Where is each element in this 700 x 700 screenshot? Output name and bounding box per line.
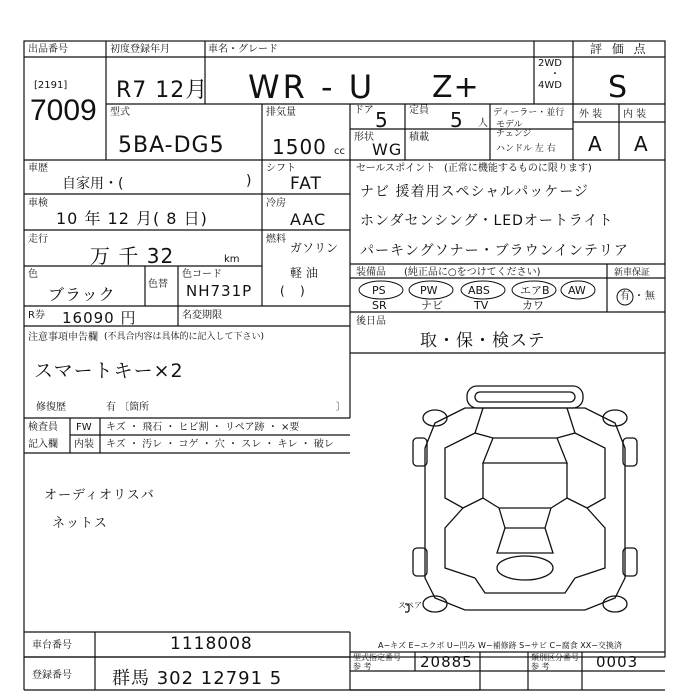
recycle-value: 16090 円	[62, 309, 137, 327]
drive-2wd: 2WD	[538, 58, 562, 69]
inspection-label-text: 車検	[28, 198, 48, 209]
lot-sub-number: [2191]	[34, 80, 68, 91]
history-close: )	[246, 173, 252, 189]
model-label: 型式	[110, 107, 130, 118]
equip-ps: PS	[372, 284, 386, 297]
registration-number-label: 登録番号	[32, 670, 72, 681]
handle-label: ハンドル 左 右	[496, 144, 556, 154]
sales-point-3: パーキングソナー・ブラウンインテリア	[360, 243, 629, 259]
doors-label: ドア	[354, 105, 374, 116]
later-items-value: 取・保・検ステ	[420, 331, 546, 351]
color-label: 色	[28, 269, 38, 280]
registration-number-value: 群馬 302 12791 5	[112, 668, 283, 689]
inspection-value: 10 年 12 月( 8 日)	[56, 209, 208, 228]
interior-grade: A	[634, 132, 649, 156]
transfer-deadline-label: 名変期限	[182, 310, 222, 321]
sales-points-label: セールスポイント	[356, 163, 436, 174]
equip-aw: AW	[568, 284, 586, 297]
model-value: 5BA-DG5	[118, 133, 225, 158]
mileage-label: 走行	[28, 234, 48, 245]
shift-label: シフト	[266, 163, 296, 174]
class-number-value: 0003	[596, 653, 639, 671]
doors-value: 5	[375, 108, 389, 132]
score-label: 評 価 点	[590, 42, 649, 56]
type-designation-value: 20885	[420, 653, 473, 671]
fuel-diesel: 軽 油	[290, 266, 318, 280]
warranty-no: 無	[645, 291, 655, 302]
dealer-label: ディーラー・並行	[493, 108, 565, 118]
fuel-label: 燃料	[266, 234, 286, 245]
mileage-value: 万 千 32	[90, 244, 175, 268]
new-car-warranty-label: 新車保証	[614, 268, 651, 278]
equip-sr: SR	[372, 299, 387, 312]
damage-legend: A−キズ E−エクボ U−凹み W−補修跡 S−サビ C−腐食 XX−交換済	[378, 641, 622, 650]
shift-value: FAT	[290, 174, 322, 194]
shape-label: 形状	[354, 132, 374, 143]
lot-number-label: 出品番号	[28, 44, 68, 55]
fw-label: FW	[76, 422, 92, 433]
sales-point-1: ナビ 援着用スペシャルパッケージ	[360, 184, 589, 200]
equip-leather: カワ	[522, 299, 544, 312]
notes-sublabel: (不具合内容は具体的に記入して下さい)	[104, 332, 265, 342]
history-value: 自家用・(	[62, 176, 124, 192]
type-designation-label: 型式指定番号 参 考	[353, 653, 401, 671]
drive-4wd: 4WD	[538, 80, 562, 91]
fw-items: キズ ・ 飛石 ・ ヒビ割 ・ リペア跡 ・ ×要	[106, 422, 300, 433]
drive-dot: ・	[550, 69, 560, 80]
later-items-label: 後日品	[356, 316, 386, 327]
inspector-label: 検査員	[28, 422, 58, 433]
car-name: WR - U	[248, 68, 376, 106]
car-damage-diagram	[405, 378, 645, 618]
notes-line-1: スマートキー×2	[34, 360, 184, 382]
interior-label: 内 装	[623, 109, 647, 120]
ac-label: 冷房	[266, 198, 286, 209]
model-change-label: モデル チェンジ	[496, 120, 532, 139]
entry-label: 記入欄	[28, 439, 58, 450]
notes-label: 注意事項申告欄	[28, 332, 98, 343]
color-code-value: NH731P	[186, 282, 253, 300]
car-name-label: 車名・グレード	[208, 44, 278, 55]
lot-number: 7009	[30, 94, 97, 127]
capacity-label: 定員	[409, 105, 429, 116]
fuel-other: ( )	[280, 284, 305, 298]
load-capacity-label: 積載	[409, 132, 429, 143]
equipment-sublabel: (純正品に○をつけてください)	[404, 267, 541, 278]
displacement-unit: cc	[334, 146, 345, 157]
sales-point-2: ホンダセンシング・LEDオートライト	[360, 213, 614, 229]
color-value: ブラック	[48, 285, 116, 304]
displacement-label: 排気量	[266, 107, 296, 118]
serial-number-label: 車台番号	[32, 640, 72, 651]
equipment-label: 装備品	[356, 267, 386, 278]
repair-history-label: 修復歴	[36, 402, 66, 413]
displacement-value: 1500	[272, 135, 327, 159]
interior-check-items: キズ ・ 汚レ ・ コゲ ・ 穴 ・ スレ ・ キレ ・ 破レ	[106, 439, 334, 450]
equip-pw: PW	[420, 284, 438, 297]
capacity-unit: 人	[478, 118, 488, 129]
recycle-label: R券	[28, 310, 45, 321]
spare-label: スペア	[398, 601, 422, 610]
warranty-sep: ・	[634, 291, 644, 302]
repair-history-close: 〕	[336, 402, 346, 413]
ac-value: AAC	[290, 210, 327, 229]
fuel-gasoline: ガソリン	[290, 241, 339, 255]
equip-tv: TV	[474, 299, 489, 312]
first-registration-label: 初度登録年月	[110, 44, 170, 55]
serial-number-value: 1118008	[170, 634, 253, 654]
history-label: 車歴	[28, 163, 48, 174]
inspector-note-2: ネットス	[52, 516, 108, 531]
grade: Z+	[432, 70, 480, 105]
mileage-unit: km	[224, 254, 240, 265]
first-registration-value: R7 12月	[116, 78, 209, 103]
shape-value: WG	[372, 140, 403, 159]
exterior-grade: A	[588, 132, 603, 156]
repair-history-value: 有 〔箇所	[106, 402, 150, 413]
class-number-label: 類別区分番号 参 考	[531, 653, 579, 671]
equip-airbag: エアB	[520, 284, 550, 297]
inspector-note-1: オーディオリスバ	[44, 488, 155, 503]
equip-abs: ABS	[468, 284, 490, 297]
capacity-value: 5	[450, 108, 464, 132]
color-change-label: 色替	[148, 279, 168, 290]
color-code-label: 色コード	[182, 269, 222, 280]
equip-navi: ナビ	[421, 299, 443, 312]
score-value: S	[608, 70, 629, 105]
interior-check-label: 内装	[74, 439, 94, 450]
exterior-label: 外 装	[579, 109, 603, 120]
sales-points-sublabel: (正常に機能するものに限ります)	[444, 163, 592, 174]
warranty-yes: 有	[620, 291, 630, 302]
